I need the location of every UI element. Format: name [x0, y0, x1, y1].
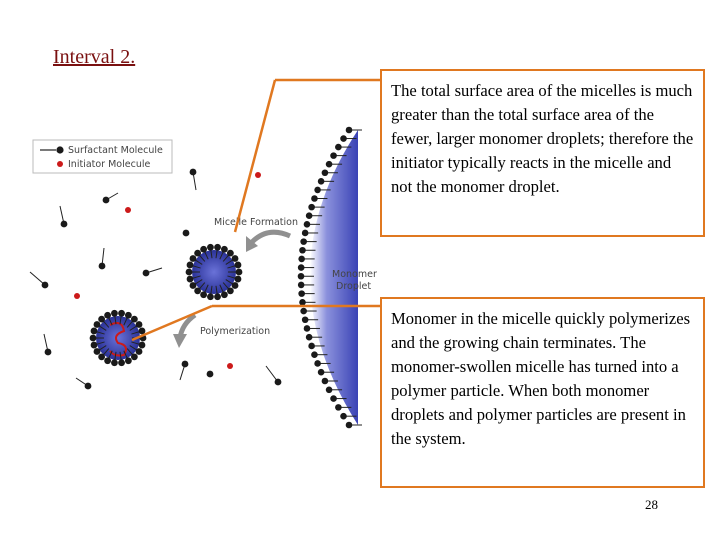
monomer-droplet-label-line2: Droplet	[336, 281, 372, 292]
surfactant-head	[308, 343, 315, 350]
surfactant-head	[308, 204, 315, 211]
surfactant-head	[326, 386, 333, 393]
surfactant-head	[136, 348, 143, 355]
initiator-molecule	[227, 363, 233, 369]
free-surfactant-head	[103, 197, 110, 204]
surfactant-head	[346, 127, 353, 134]
initiator-legend-icon	[57, 161, 63, 167]
surfactant-head	[298, 264, 305, 271]
surfactant-head	[190, 282, 197, 289]
surfactant-head	[131, 353, 138, 360]
free-surfactant-head	[85, 383, 92, 390]
surfactant-head	[302, 230, 309, 237]
surfactant-head	[298, 273, 305, 280]
surfactant-head	[330, 395, 337, 402]
surfactant-head	[340, 135, 347, 142]
surfactant-head	[346, 422, 353, 429]
page-number: 28	[645, 497, 658, 512]
surfactant-head	[90, 335, 97, 342]
surfactant-head	[232, 282, 239, 289]
surfactant-head	[98, 316, 105, 323]
surfactant-head	[94, 321, 101, 328]
surfactant-head	[125, 312, 132, 319]
surfactant-head	[91, 328, 98, 335]
surfactant-head	[118, 310, 125, 317]
surfactant-head	[232, 255, 239, 262]
monomer-droplet-label-line1: Monomer	[332, 269, 377, 280]
surfactant-head	[139, 328, 146, 335]
monomer-droplet	[298, 127, 377, 429]
surfactant-legend-icon	[56, 146, 63, 153]
surfactant-head	[340, 413, 347, 420]
free-surfactant-head	[182, 361, 189, 368]
surfactant-head	[91, 342, 98, 349]
surfactant-head	[300, 308, 307, 315]
free-surfactant-head	[207, 371, 214, 378]
free-surfactant-head	[99, 263, 106, 270]
surfactant-head	[314, 187, 321, 194]
callout-text: The total surface area of the micelles is much greater than the total surface area of the fewer, larger monomer droplets; therefore the initiator typically reacts in the micelle and not the monomer droplet.	[391, 81, 694, 196]
surfactant-head	[318, 178, 325, 185]
surfactant-head	[227, 287, 234, 294]
surfactant-head	[125, 357, 132, 364]
callout-text: Monomer in the micelle quickly polymerizes and the growing chain terminates. The monomer-swollen micelle has turned into a polymer particle. When both monomer droplets and polymer particles are present in the system.	[391, 309, 691, 448]
surfactant-head	[298, 256, 305, 263]
free-surfactant-head	[61, 221, 68, 228]
surfactant-head	[111, 359, 118, 366]
surfactant-head	[302, 316, 309, 323]
free-surfactant-head	[275, 379, 282, 386]
surfactant-head	[304, 325, 311, 332]
surfactant-head	[104, 312, 111, 319]
free-surfactant-head	[45, 349, 52, 356]
surfactant-head	[298, 282, 305, 289]
surfactant-head	[306, 212, 313, 219]
surfactant-head	[104, 357, 111, 364]
surfactant-head	[314, 360, 321, 367]
surfactant-head	[311, 351, 318, 358]
surfactant-head	[304, 221, 311, 228]
surfactant-head	[299, 299, 306, 306]
surfactant-head	[227, 250, 234, 257]
surfactant-head	[300, 238, 307, 245]
surfactant-head	[299, 247, 306, 254]
surfactant-head	[207, 293, 214, 300]
surfactant-head	[235, 262, 242, 269]
surfactant-head	[139, 342, 146, 349]
surfactant-head	[98, 353, 105, 360]
initiator-molecule	[125, 207, 131, 213]
surfactant-head	[221, 246, 228, 253]
free-surfactant-head	[183, 230, 190, 237]
surfactant-head	[186, 269, 193, 276]
surfactant-head	[306, 334, 313, 341]
surfactant-head	[136, 321, 143, 328]
surfactant-head	[318, 369, 325, 376]
legend	[33, 140, 172, 173]
surfactant-head	[187, 262, 194, 269]
surfactant-head	[207, 244, 214, 251]
surfactant-head	[335, 144, 342, 151]
callout-micelle-surface-area	[380, 69, 705, 237]
micelle-formation-label: Micelle Formation	[214, 217, 298, 228]
surfactant-head	[194, 287, 201, 294]
initiator-legend-label: Initiator Molecule	[68, 159, 151, 170]
surfactant-head	[118, 359, 125, 366]
surfactant-head	[200, 246, 207, 253]
surfactant-head	[326, 161, 333, 168]
surfactant-head	[236, 269, 243, 276]
surfactant-head	[235, 276, 242, 283]
initiator-molecule	[74, 293, 80, 299]
micelle-formation-arrow	[252, 232, 290, 242]
surfactant-head	[221, 291, 228, 298]
surfactant-head	[322, 378, 329, 385]
callout-polymerization	[380, 297, 705, 488]
initiator-molecule	[255, 172, 261, 178]
surfactant-legend-label: Surfactant Molecule	[68, 145, 163, 156]
surfactant-head	[311, 195, 318, 202]
surfactant-head	[194, 250, 201, 257]
surfactant-head	[330, 152, 337, 159]
surfactant-head	[214, 244, 221, 251]
micelle	[186, 244, 243, 300]
surfactant-head	[111, 310, 118, 317]
free-surfactant-head	[190, 169, 197, 176]
surfactant-head	[94, 348, 101, 355]
surfactant-head	[322, 169, 329, 176]
surfactant-head	[190, 255, 197, 262]
surfactant-head	[187, 276, 194, 283]
surfactant-head	[131, 316, 138, 323]
free-surfactant-head	[143, 270, 150, 277]
surfactant-head	[200, 291, 207, 298]
surfactant-head	[335, 404, 342, 411]
surfactant-head	[214, 293, 221, 300]
slide-title: Interval 2.	[53, 46, 136, 68]
polymerization-label: Polymerization	[200, 326, 271, 337]
free-surfactant-head	[42, 282, 49, 289]
surfactant-head	[298, 290, 305, 297]
